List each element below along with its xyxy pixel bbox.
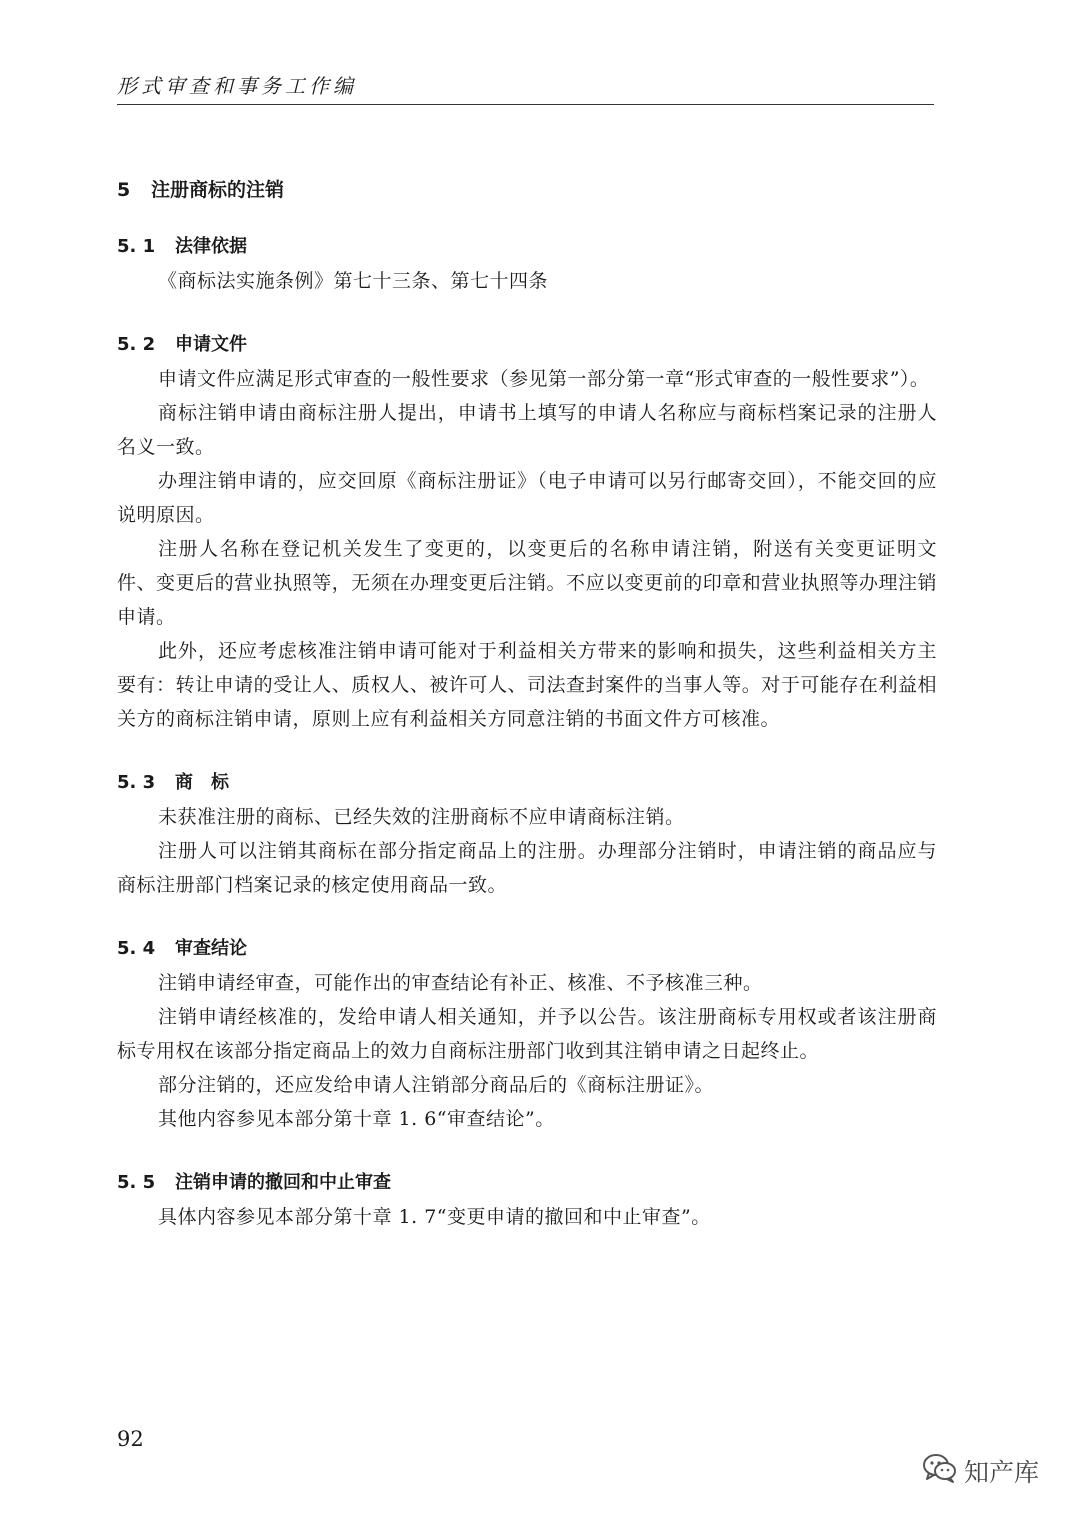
section-heading bbox=[117, 328, 937, 362]
paragraph: 办理注销申请的，应交回原《商标注册证》（电子申请可以另行邮寄交回），不能交回的应说明原因。 bbox=[117, 470, 937, 526]
paragraph: 未获准注册的商标、已经失效的注册商标不应申请商标注销。 bbox=[158, 806, 685, 828]
chapter-heading bbox=[117, 175, 937, 205]
paragraph: 申请文件应满足形式审查的一般性要求（参见第一部分第一章“形式审查的一般性要求”）。 bbox=[158, 368, 930, 390]
section-5-3 bbox=[117, 766, 937, 902]
section-heading bbox=[117, 766, 937, 800]
section-5-2 bbox=[117, 328, 937, 736]
section-5-5 bbox=[117, 1166, 937, 1234]
chapter-number: 5 bbox=[117, 179, 131, 201]
paragraph: 商标注销申请由商标注册人提出，申请书上填写的申请人名称应与商标档案记录的注册人名义一致。 bbox=[117, 402, 937, 458]
section-heading bbox=[117, 230, 937, 264]
section-heading bbox=[117, 1166, 937, 1200]
section-number: 5. 1 bbox=[117, 236, 156, 257]
page-number: 92 bbox=[117, 1427, 144, 1451]
paragraph: 《商标法实施条例》第七十三条、第七十四条 bbox=[158, 270, 549, 292]
section-number: 5. 3 bbox=[117, 772, 156, 793]
section-heading bbox=[117, 932, 937, 966]
paragraph: 注销申请经审查，可能作出的审查结论有补正、核准、不予核准三种。 bbox=[158, 972, 763, 994]
page-content bbox=[117, 175, 937, 1264]
watermark bbox=[922, 1452, 1039, 1490]
section-title: 申请文件 bbox=[175, 334, 247, 355]
wechat-icon bbox=[922, 1452, 958, 1490]
section-number: 5. 5 bbox=[117, 1172, 156, 1193]
paragraph: 注销申请经核准的，发给申请人相关通知，并予以公告。该注册商标专用权或者该注册商标专用权在该部分指定商品上的效力自商标注册部门收到其注销申请之日起终止。 bbox=[117, 1006, 937, 1062]
paragraph: 注册人名称在登记机关发生了变更的，以变更后的名称申请注销，附送有关变更证明文件、变更后的营业执照等，无须在办理变更后注销。不应以变更前的印章和营业执照等办理注销申请。 bbox=[117, 538, 937, 628]
chapter-title: 注册商标的注销 bbox=[151, 179, 285, 201]
paragraph: 此外，还应考虑核准注销申请可能对于利益相关方带来的影响和损失，这些利益相关方主要有：转让申请的受让人、质权人、被许可人、司法查封案件的当事人等。对于可能存在利益相关方的商标注销申请，原则上应有利益相关方同意注销的书面文件方可核准。 bbox=[117, 640, 937, 730]
paragraph: 具体内容参见本部分第十章 1. 7“变更申请的撤回和中止审查”。 bbox=[158, 1206, 711, 1228]
running-header-title: 形式审查和事务工作编 bbox=[117, 74, 357, 98]
section-title: 法律依据 bbox=[175, 236, 247, 257]
section-title: 注销申请的撤回和中止审查 bbox=[175, 1172, 391, 1193]
section-5-1 bbox=[117, 230, 937, 298]
section-number: 5. 4 bbox=[117, 938, 156, 959]
watermark-text: 知产库 bbox=[964, 1458, 1040, 1487]
section-title: 审查结论 bbox=[175, 938, 247, 959]
paragraph: 其他内容参见本部分第十章 1. 6“审查结论”。 bbox=[158, 1108, 555, 1130]
running-header bbox=[117, 72, 934, 105]
section-5-4 bbox=[117, 932, 937, 1136]
section-title: 商 标 bbox=[175, 772, 229, 793]
paragraph: 注册人可以注销其商标在部分指定商品上的注册。办理部分注销时，申请注销的商品应与商标注册部门档案记录的核定使用商品一致。 bbox=[117, 840, 937, 896]
section-number: 5. 2 bbox=[117, 334, 156, 355]
paragraph: 部分注销的，还应发给申请人注销部分商品后的《商标注册证》。 bbox=[158, 1074, 715, 1096]
